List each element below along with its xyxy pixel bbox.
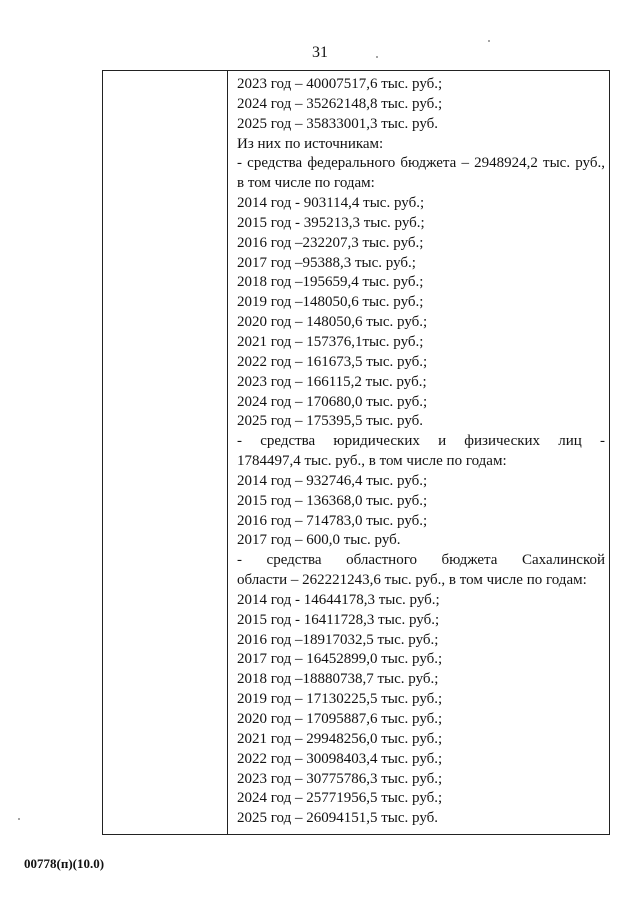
text-line: 2024 год – 35262148,8 тыс. руб.; [237,95,443,112]
text-line: 2015 год - 16411728,3 тыс. руб.; [237,611,440,628]
text-line: 2020 год – 17095887,6 тыс. руб.; [237,711,443,727]
text-line: 2021 год – 157376,1тыс. руб.; [237,333,424,350]
funding-table [102,70,610,835]
text-line: 2016 год – 714783,0 тыс. руб.; [237,512,428,529]
text-line: 2015 год - 395213,3 тыс. руб.; [237,214,425,231]
text-line: 2022 год – 161673,5 тыс. руб.; [237,353,428,370]
text-line: 2023 год – 166115,2 тыс. руб.; [237,373,427,390]
text-line: 2021 год – 29948256,0 тыс. руб.; [237,730,443,747]
text-line: 2024 год – 25771956,5 тыс. руб.; [237,790,443,807]
text-line: 2020 год – 148050,6 тыс. руб.; [237,314,428,331]
footer-code: 00778(п)(10.0) [24,856,105,871]
text-line: 2017 год – 16452899,0 тыс. руб.; [237,651,443,668]
text-line: 2015 год – 136368,0 тыс. руб.; [237,492,428,509]
text-line: - средства юридических и физических лиц - [237,433,605,450]
text-line: области – 262221243,6 тыс. руб., в том числе по годам: [237,572,587,589]
text-line: 2023 год – 30775786,3 тыс. руб.; [237,770,443,787]
funding-text [237,75,605,829]
text-line: 2014 год – 932746,4 тыс. руб.; [237,472,428,489]
text-line: 2017 год – 600,0 тыс. руб. [237,532,401,549]
scan-speck [18,818,20,820]
text-line: 1784497,4 тыс. руб., в том числе по годам: [237,453,507,470]
text-line: 2025 год – 175395,5 тыс. руб. [237,413,424,430]
table-column-divider [227,71,228,834]
text-line: 2018 год –18880738,7 тыс. руб.; [237,671,439,688]
text-line: 2014 год - 14644178,3 тыс. руб.; [237,591,440,608]
scan-speck [376,56,378,58]
page-number: 31 [312,44,328,61]
text-line: 2023 год – 40007517,6 тыс. руб.; [237,76,443,92]
text-line: 2022 год – 30098403,4 тыс. руб.; [237,750,443,767]
text-line: Из них по источникам: [237,135,384,152]
text-line: - средства федерального бюджета – 2948924,2 тыс. руб., [237,155,605,172]
text-line: 2019 год –148050,6 тыс. руб.; [237,294,424,311]
text-line: 2017 год –95388,3 тыс. руб.; [237,254,416,271]
text-line: 2025 год – 26094151,5 тыс. руб. [237,810,439,827]
text-line: в том числе по годам: [237,175,375,192]
text-line: 2024 год – 170680,0 тыс. руб.; [237,393,428,410]
text-line: 2019 год – 17130225,5 тыс. руб.; [237,691,443,708]
text-line: 2014 год - 903114,4 тыс. руб.; [237,195,425,212]
text-line: 2025 год – 35833001,3 тыс. руб. [237,115,439,132]
text-line: 2016 год –18917032,5 тыс. руб.; [237,631,439,648]
text-line: - средства областного бюджета Сахалинской [237,552,605,569]
text-line: 2016 год –232207,3 тыс. руб.; [237,234,424,251]
scan-speck [488,40,490,42]
text-line: 2018 год –195659,4 тыс. руб.; [237,274,424,291]
